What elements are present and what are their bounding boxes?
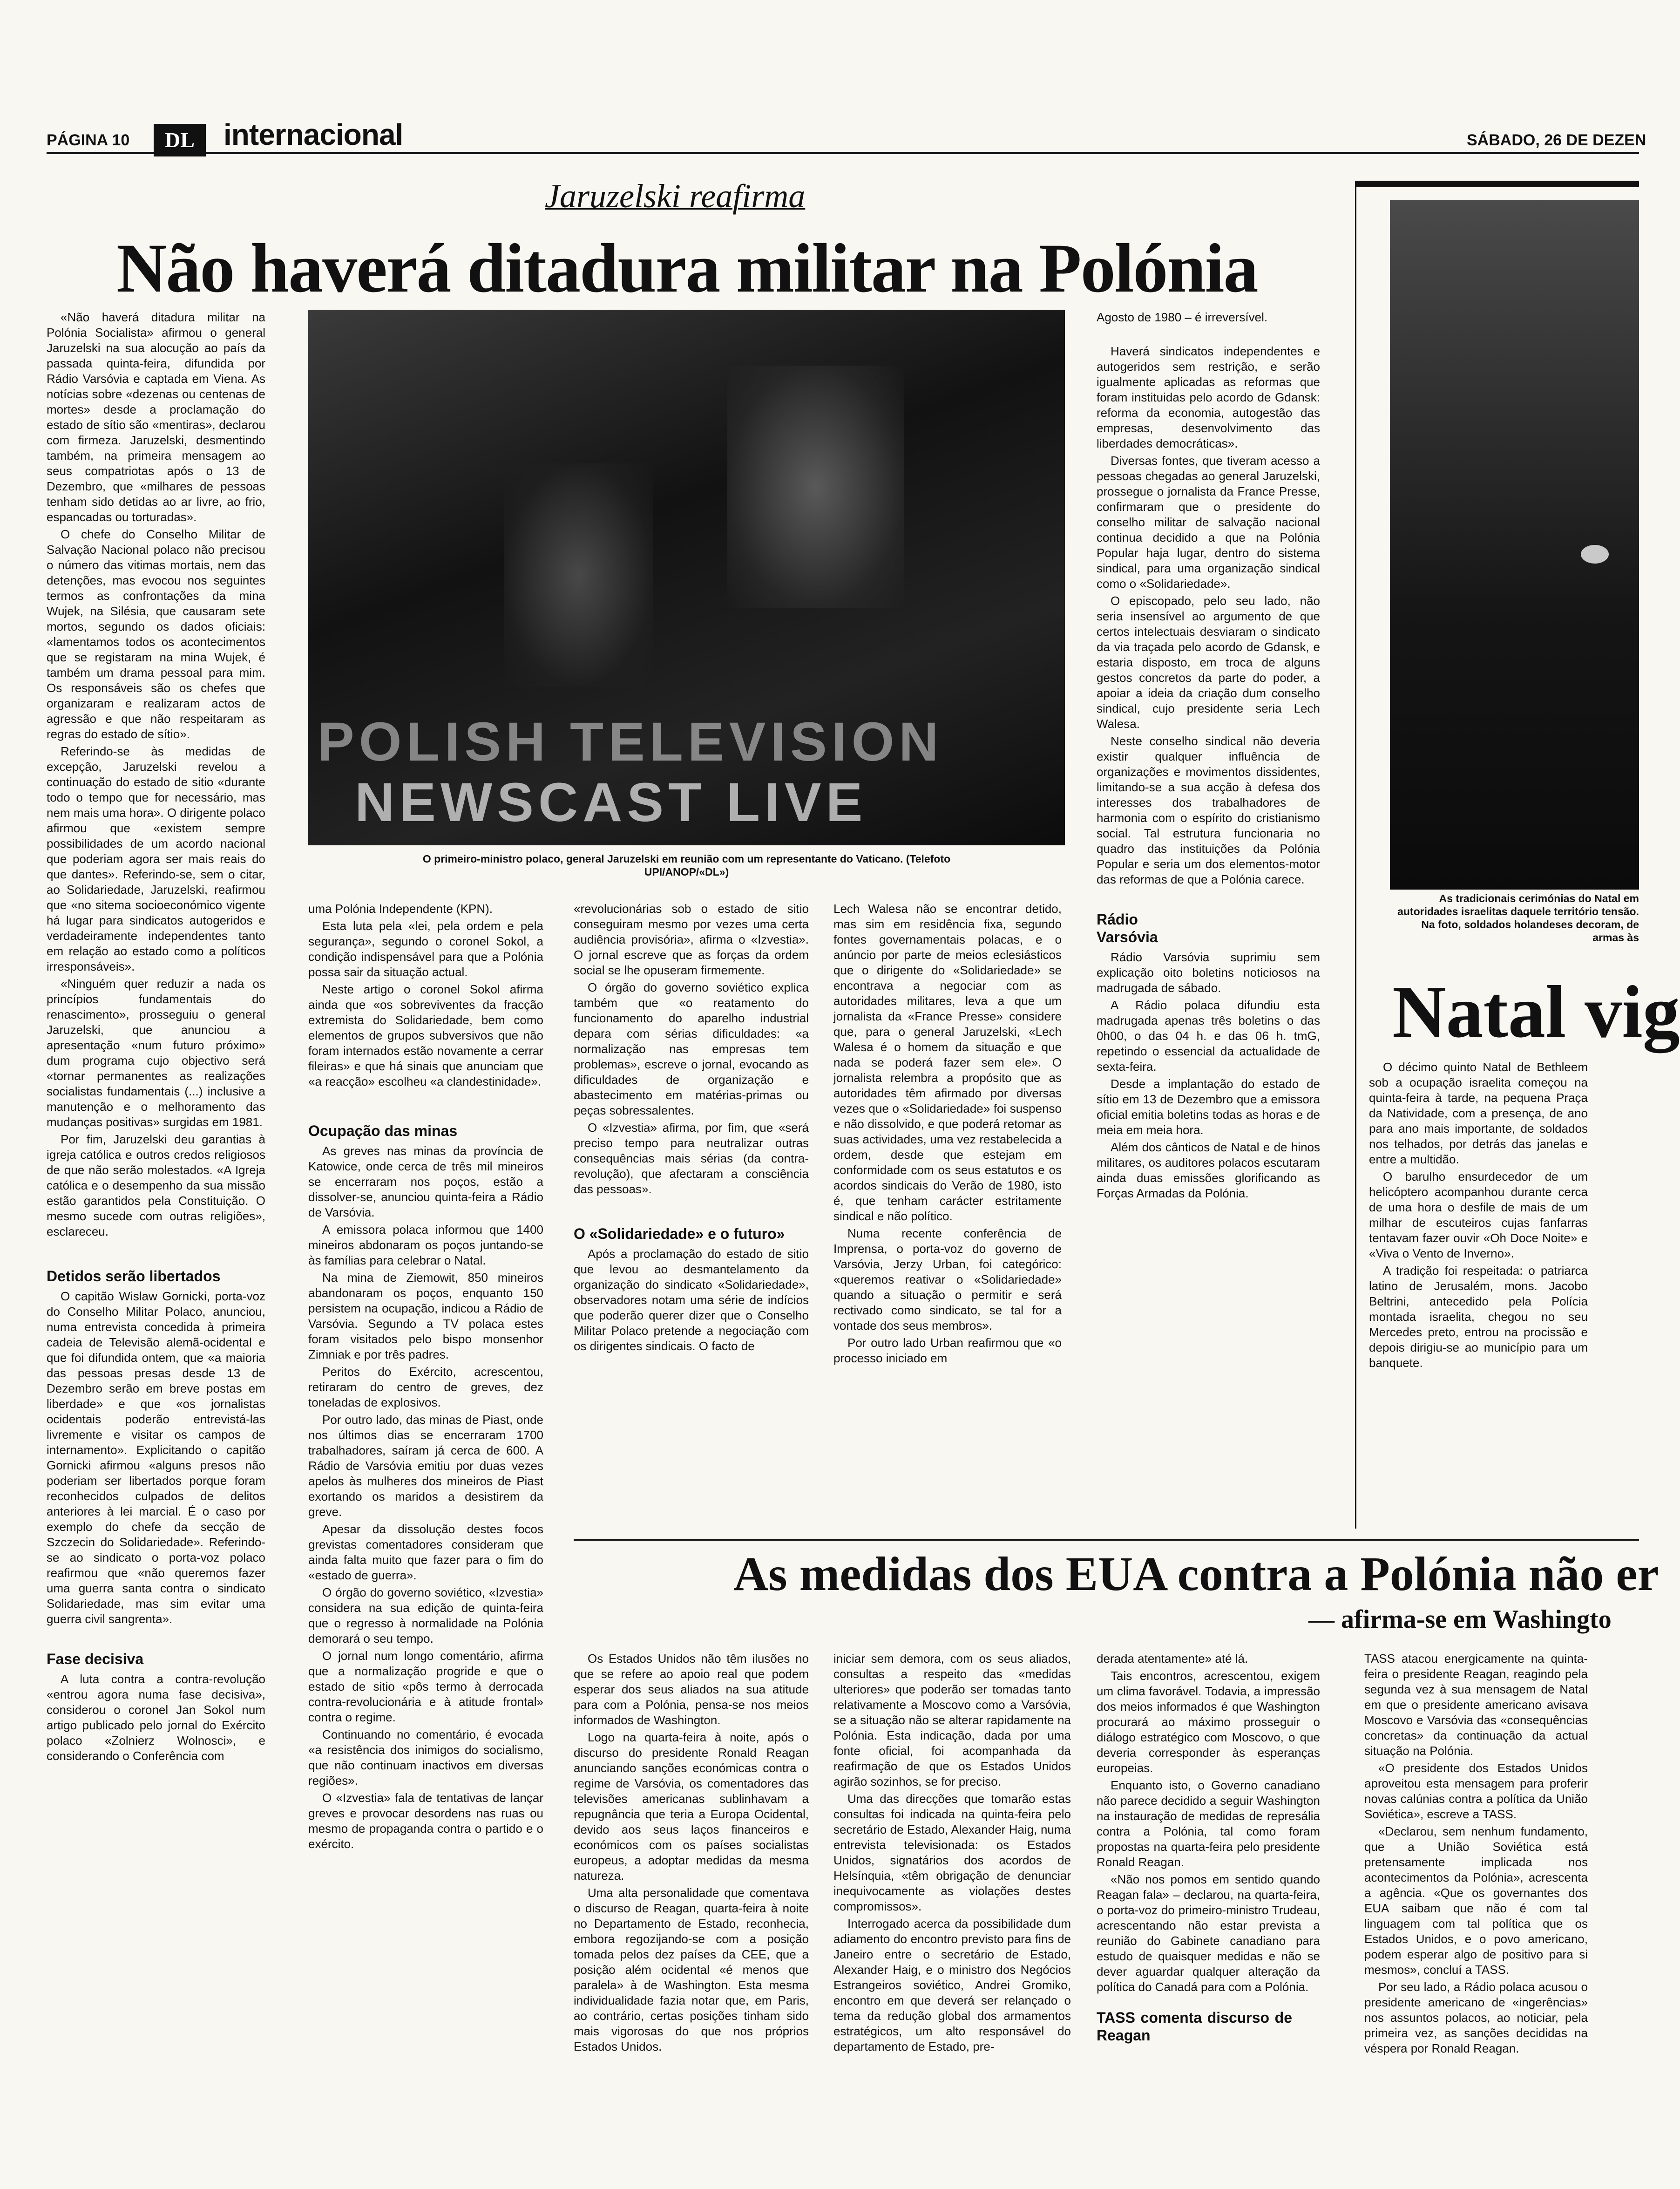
paragraph: Numa recente conferência de Imprensa, o porta-voz do governo de Varsóvia, Jerzy Urban, foi categórico: «queremos reativar o «Solidariedade» quando a situação o permitir e será rectivado como sindicato, se tal for a vontade dos seus membros». bbox=[833, 1226, 1062, 1332]
eua-top-rule bbox=[574, 1539, 1639, 1541]
paragraph: O órgão do governo soviético, «Izvestia» considera na sua edição de quinta-feira que o regresso à normalidade na Polónia demorará o seu tempo. bbox=[308, 1585, 543, 1645]
paragraph: O «Izvestia» fala de tentativas de lançar greves e provocar desordens nas ruas ou mesmo de propaganda contra o partido e o exército. bbox=[308, 1791, 543, 1851]
main-column-1 bbox=[47, 310, 265, 2177]
paragraph: Desde a implantação do estado de sítio em 13 de Dezembro que a emissora oficial emitia boletins todas as horas e de meia em meia hora. bbox=[1097, 1077, 1320, 1137]
paragraph: Por fim, Jaruzelski deu garantias à igreja católica e outros credos religiosos de que não serão molestados. «A Igreja católica e o desempenho da sua missão estão garantidos pela Constituição. O mesmo sucede com outras religiões», esclareceu. bbox=[47, 1132, 265, 1238]
paragraph: iniciar sem demora, com os seus aliados, consultas a respeito das «medidas ulteriores» que poderão ser tomadas tanto relativamente a Moscovo como a Varsóvia, se a situação não se alterar rapidamente na Polónia. Esta indicação, dada por uma fonte oficial, foi acompanhada da reafirmação de que os Estados Unidos agirão sozinhos, se for preciso. bbox=[833, 1652, 1071, 1788]
paragraph: Esta luta pela «lei, pela ordem e pela segurança», segundo o coronel Sokol, a condição indispensável para que a Polónia possa sair da situação actual. bbox=[308, 919, 543, 979]
header-rule bbox=[47, 152, 1639, 154]
natal-caption: As tradicionais cerimónias do Natal em autoridades israelitas daquele território tensão. Na foto, soldados holandeses decoram, de armas às bbox=[1397, 892, 1639, 944]
subheading: Rádio Varsóvia bbox=[1097, 911, 1158, 945]
paragraph: O chefe do Conselho Militar de Salvação Nacional polaco não precisou o número das vitimas mortais, nem das detenções, mas evocou nos seguintes termos as confrontações da mina Wujek, na Silésia, que causaram sete mortos, segundo os dados oficiais: «lamentamos todos os acontecimentos que se registaram na mina Wujek, é também um drama pessoal para mim. Os responsáveis são os chefes que organizaram e realizaram actos de agressão e que não respeitaram as regras do estado de sítio». bbox=[47, 527, 265, 741]
paragraph: Referindo-se às medidas de excepção, Jaruzelski revelou a continuação do estado de sitio «durante todo o tempo que for necessário, mas nem mais uma hora». O dirigente polaco afirmou que «existem sempre possibilidades de um acordo nacional que poderiam agora ser mais reais do que dantes». Referindo-se, sem o citar, ao Solidariedade, Jaruzelski, reafirmou que «no sitema socioeconómico vigente há lugar para sindicatos autogeridos e verdadeiramente independentes tanto em relação ao estado como a políticos irresponsáveis». bbox=[47, 744, 265, 973]
paragraph: Agosto de 1980 – é irreversível. bbox=[1097, 310, 1268, 324]
eua-subhead: — afirma-se em Washingto bbox=[1308, 1605, 1612, 1634]
paragraph: Peritos do Exército, acrescentou, retiraram do centro de greves, dez toneladas de explosivos. bbox=[308, 1365, 543, 1409]
main-column-3 bbox=[574, 901, 809, 1530]
column-divider bbox=[1355, 187, 1356, 1529]
paragraph: Neste artigo o coronel Sokol afirma ainda que «os sobreviventes da fracção extremista do Solidariedade, bem como elementos de grupos subversivos que não foram internados estão novamente a cerrar fileiras» e que há sinais que anunciam que «a reacção» escolheu «a clandestinidade». bbox=[308, 982, 543, 1088]
paragraph: Enquanto isto, o Governo canadiano não parece decidido a seguir Washington na instauração de medidas de represália contra a Polónia, tal como foram propostas na quarta-feira pelo presidente Ronald Reagan. bbox=[1097, 1778, 1320, 1869]
eua-column-2 bbox=[833, 1651, 1071, 2175]
paragraph: uma Polónia Independente (KPN). bbox=[308, 902, 493, 916]
paragraph: Interrogado acerca da possibilidade dum adiamento do encontro previsto para fins de Janeiro entre o secretário de Estado, Alexander Haig, e o ministro dos Negócios Estrangeiros soviético, Andrei Gromiko, encontro em que deverá ser relançado o tema da redução global dos armamentos estratégicos, um alto responsável do departamento de Estado, pre- bbox=[833, 1917, 1071, 2053]
paragraph: As greves nas minas da província de Katowice, onde cerca de três mil mineiros se encerraram nos poços, estão a dissolver-se, anunciou quinta-feira a Rádio de Varsóvia. bbox=[308, 1144, 543, 1219]
paragraph: Os Estados Unidos não têm ilusões no que se refere ao apoio real que podem esperar dos seus aliados na sua atitude para com a Polónia, pensa-se nos meios informados de Washington. bbox=[574, 1652, 809, 1727]
paragraph: Tais encontros, acrescentou, exigem um clima favorável. Todavia, a impressão dos meios informados é que Washington procurará ao máximo prosseguir o diálogo estratégico com Moscovo, o que deveria corresponder às esperanças europeias. bbox=[1097, 1669, 1320, 1775]
photo-light-spot bbox=[1581, 545, 1609, 564]
paragraph: «revolucionárias sob o estado de sitio conseguiram mesmo por vezes uma certa audiência provisória», afirma o «Izvestia». O jornal escreve que as forças da ordem social se lhe opuseram firmemente. bbox=[574, 902, 809, 977]
photo-overlay-text-2: NEWSCAST LIVE bbox=[355, 772, 867, 833]
paragraph: Após a proclamação do estado de sitio que levou ao desmantelamento da organização do sindicato «Solidariedade», observadores notam uma série de indícios que poderão querer dizer que o Conselho Militar Polaco pretende a negociação com os dirigentes sindicais. O facto de bbox=[574, 1247, 809, 1353]
eua-column-3 bbox=[1097, 1651, 1320, 2175]
paragraph: «Ninguém quer reduzir a nada os princípios fundamentais do renascimento», prosseguiu o general Jaruzelski, que anunciou a apresentação «num futuro próximo» dum programa cujo objectivo será «tornar permanentes as realizações socialistas fundamentais (...) inclusive a manutenção e o melhoramento das mudanças positivas» surgidas em 1981. bbox=[47, 977, 265, 1129]
paragraph: Na mina de Ziemowit, 850 mineiros abandonaram os poços, enquanto 150 persistem na ocupação, indicou a Rádio de Varsóvia. Segundo a TV polaca estes foram visitados pelo bispo monsenhor Zimniak e por três padres. bbox=[308, 1271, 543, 1361]
paragraph: derada atentamente» até lá. bbox=[1097, 1652, 1248, 1666]
section-title: internacional bbox=[224, 118, 403, 151]
natal-body bbox=[1369, 1060, 1588, 1525]
photo-overlay-text-1: POLISH TELEVISION bbox=[318, 711, 943, 773]
paragraph: Haverá sindicatos independentes e autogeridos sem restrição, e serão igualmente aplicadas as reformas que foram instituidas pelo acordo de Gdansk: reforma da economia, autogestão das empresas, desenvolvimento das liberdades democráticas». bbox=[1097, 344, 1320, 450]
paragraph: Continuando no comentário, é evocada «a resistência dos inimigos do socialismo, que não continuam inactivos em diversas regiões». bbox=[308, 1727, 543, 1788]
paragraph: O barulho ensurdecedor de um helicóptero acompanhou durante cerca de uma hora o desfile de mais de um milhar de escuteiros cujas fanfarras tentavam fazer ouvir «Oh Doce Noite» e «Viva o Vento de Inverno». bbox=[1369, 1169, 1588, 1260]
natal-headline: Natal vig bbox=[1392, 970, 1680, 1053]
paragraph: O episcopado, pelo seu lado, não seria insensível ao argumento de que certos intelectuais desviaram o sindicato da via traçada pelo acordo de Gdansk, e estaria disposto, em troca de alguns gestos concretos da parte do poder, a apoiar a ideia da criação dum conselho sindical, cujo presidente seria Lech Walesa. bbox=[1097, 594, 1320, 731]
paragraph: Por seu lado, a Rádio polaca acusou o presidente americano de «ingerências» nos assuntos polacos, ao noticiar, pela primeira vez, as sanções decididas na véspera por Ronald Reagan. bbox=[1364, 1980, 1588, 2055]
paragraph: «Não nos pomos em sentido quando Reagan fala» – declarou, na quarta-feira, o porta-voz do primeiro-ministro Trudeau, acrescentando não estar prevista a reunião do Gabinete canadiano para estudo de quaisquer medidas e não se dever aguardar qualquer alteração da política do Canadá para com a Polónia. bbox=[1097, 1872, 1320, 1994]
main-headline: Não haverá ditadura militar na Polónia bbox=[116, 230, 1258, 307]
paragraph: «O presidente dos Estados Unidos aproveitou esta mensagem para proferir novas calúnias contra a política da União Soviética», escreve a TASS. bbox=[1364, 1761, 1588, 1821]
paragraph: Uma das direcções que tomarão estas consultas foi indicada na quinta-feira pelo secretário de Estado, Alexander Haig, numa entrevista televisionada: os Estados Unidos, signatários dos acordos de Helsínquia, «têm obrigação de denunciar inequivocamente as violações destes compromissos». bbox=[833, 1792, 1071, 1913]
subheading: O «Solidariedade» e o futuro» bbox=[574, 1225, 785, 1242]
subheading: Ocupação das minas bbox=[308, 1122, 458, 1139]
page-number: PÁGINA 10 bbox=[47, 131, 130, 149]
main-column-4 bbox=[833, 901, 1062, 1530]
paragraph: Por outro lado Urban reafirmou que «o processo iniciado em bbox=[833, 1336, 1062, 1365]
eua-column-4 bbox=[1364, 1651, 1588, 2175]
natal-photo bbox=[1390, 200, 1639, 890]
kicker: Jaruzelski reafirma bbox=[545, 177, 806, 215]
paragraph: Uma alta personalidade que comentava o discurso de Reagan, quarta-feira à noite no Departamento de Estado, reconhecia, embora regozijando-se com a posição tomada pelos dez países da CEE, que a posição além ocidental «é menos que paralela» à de Washington. Esta mesma individualidade fazia notar que, em Paris, ao contrário, certas posições tinham sido mais vigorosas do que nos próprios Estados Unidos. bbox=[574, 1886, 809, 2053]
photo-caption-line1: O primeiro-ministro polaco, general Jaruzelski em reunião com um representante do Vaticano. (Telefoto bbox=[422, 853, 951, 865]
paragraph: O capitão Wislaw Gornicki, porta-voz do Conselho Militar Polaco, anunciou, numa entrevista concedida à primeira cadeia de Televisão alemã-ocidental e que foi difundida ontem, que «a maioria das pessoas presas desde 13 de Dezembro serão em breve postas em liberdade» e que «os jornalistas ocidentais poderão entrevistá-las livremente e visitar os campos de internamento». Explicitando o capitão Gornicki afirmou «alguns presos não poderiam ser libertados porque foram reconhecidos culpados de delitos anteriores à lei marcial. É o caso por exemplo do chefe da secção de Szczecin do Solidariedade». Referindo-se ao sindicato o porta-voz polaco reafirmou que «não queremos fazer uma guerra santa contra o sindicato Solidariedade, mas sim evitar uma guerra civil sangrenta». bbox=[47, 1289, 265, 1626]
paragraph: «Não haverá ditadura militar na Polónia Socialista» afirmou o general Jaruzelski na sua alocução ao país da passada quinta-feira, difundida por Rádio Varsóvia e captada em Viena. As notícias sobre «dezenas ou centenas de mortes» desde a proclamação do estado de sítio são «mentiras», declarou com firmeza. Jaruzelski, desmentindo também, na primeira mensagem ao seus compatriotas após o 13 de Dezembro, que «milhares de pessoas tenham sido detidas ao ar livre, ao frio, espancadas ou torturadas». bbox=[47, 310, 265, 524]
paragraph: «Declarou, sem nenhum fundamento, que a União Soviética está pretensamente implicada nos acontecimentos da Polónia», acrescenta a agência. «Que os governantes dos EUA saibam que não é com tal linguagem com tal política que os Estados Unidos, e o povo americano, podem esperar algo de positivo para si mesmos», concluí a TASS. bbox=[1364, 1824, 1588, 1977]
paragraph: A Rádio polaca difundiu esta madrugada apenas três boletins o das 0h00, o das 04 h. e das 06 h. tmG, repetindo o essencial da actualidade de sexta-feira. bbox=[1097, 998, 1320, 1074]
paragraph: A luta contra a contra-revolução «entrou agora numa fase decisiva», considerou o coronel Jan Sokol num artigo publicado pelo jornal do Exército polaco «Zolnierz Wolnosci», e considerando o Conferência com bbox=[47, 1672, 265, 1763]
photo-figure bbox=[504, 463, 653, 687]
paragraph: O órgão do governo soviético explica também que «o reatamento do funcionamento do aparelho industrial depara com sérias dificuldades: «a normalização nas empresas tem problemas», escreve o jornal, evocando as dificuldades de organização e abastecimento em matérias-primas ou peças sobressalentes. bbox=[574, 980, 809, 1117]
jaruzelski-photo bbox=[308, 310, 1065, 845]
paragraph: Por outro lado, das minas de Piast, onde nos últimos dias se encerraram 1700 trabalhadores, saíram já cerca de 600. A Rádio de Varsóvia emitiu por duas vezes apelos às mulheres dos mineiros de Piast exortando os maridos a desistirem da greve. bbox=[308, 1413, 543, 1519]
paragraph: O «Izvestia» afirma, por fim, que «será preciso tempo para neutralizar outras consequências mais sérias (da contra-revolução), que afectaram a consciência das pessoas». bbox=[574, 1121, 809, 1196]
paragraph: Logo na quarta-feira à noite, após o discurso do presidente Ronald Reagan anunciando sanções económicas contra o regime de Varsóvia, os comentadores das televisões americanas sublinhavam a repugnância que teria a Europa Ocidental, devido aos seus laços financeiros e económicos com os países socialistas europeus, a adoptar medidas da mesma natureza. bbox=[574, 1730, 809, 1883]
main-column-5 bbox=[1097, 310, 1320, 1530]
paragraph: Além dos cânticos de Natal e de hinos militares, os auditores polacos escutaram ainda duas emissões glorificando as Forças Armadas da Polónia. bbox=[1097, 1140, 1320, 1200]
eua-column-1 bbox=[574, 1651, 809, 2175]
main-column-2 bbox=[308, 901, 543, 2177]
photo-caption bbox=[308, 852, 1065, 878]
page-date: SÁBADO, 26 DE DEZEN bbox=[1467, 131, 1646, 149]
subheading: Fase decisiva bbox=[47, 1651, 144, 1667]
paragraph: A tradição foi respeitada: o patriarca latino de Jerusalém, mons. Jacobo Beltrini, antecedido pela Polícia montada israelita, chegou no seu Mercedes preto, entrou na procissão e depois dirigiu-se ao município para um banquete. bbox=[1369, 1264, 1588, 1370]
photo-caption-line2: UPI/ANOP/«DL») bbox=[644, 866, 729, 878]
paragraph: TASS atacou energicamente na quinta-feira o presidente Reagan, reagindo pela segunda vez à sua mensagem de Natal em que o presidente americano avisava Moscovo e Varsóvia das «consequências concretas» da continuação da actual situação na Polónia. bbox=[1364, 1652, 1588, 1758]
photo-highlight bbox=[727, 366, 904, 608]
newspaper-logo: DL bbox=[154, 124, 206, 156]
subheading: TASS comenta discurso de Reagan bbox=[1097, 2009, 1292, 2044]
natal-top-rule bbox=[1355, 181, 1639, 187]
paragraph: O décimo quinto Natal de Bethleem sob a ocupação israelita começou na quinta-feira à tarde, na pequena Praça da Natividade, com a presença, de ano para ano mais importante, de soldados nos telhados, por detrás das janelas e entre a multidão. bbox=[1369, 1060, 1588, 1166]
paragraph: Neste conselho sindical não deveria existir qualquer influência de organizações e movimentos dissidentes, limitando-se a sua acção à defesa dos interesses dos trabalhadores de harmonia com o espírito do cristianismo social. Tal estrutura funcionaria no quadro das instituições da Polónia Popular e seria um dos elementos-motor das reformas de que a Polónia carece. bbox=[1097, 734, 1320, 886]
paragraph: Rádio Varsóvia suprimiu sem explicação oito boletins noticiosos na madrugada de sábado. bbox=[1097, 950, 1320, 995]
eua-headline: As medidas dos EUA contra a Polónia não er bbox=[733, 1547, 1659, 1601]
subheading: Detidos serão libertados bbox=[47, 1268, 221, 1285]
paragraph: Lech Walesa não se encontrar detido, mas sim em residência fixa, segundo fontes governamentais polacas, e o anúncio por parte de meios eclesiásticos que o dirigente do «Solidariedade» se encontrava a negociar com as autoridades militares, leva a que um jornalista da «France Presse» considere que, para o general Jaruzelski, «Lech Walesa é o homem da situação e que nada se poderá fazer sem ele». O jornalista relembra a propósito que as autoridades têm afirmado por diversas vezes que o «Solidariedade» foi suspenso e não dissolvido, e que poderá retomar as suas actividades, uma vez restabelecida a ordem, desde que estejam em conformidade com os seus estatutos e os acordos sindicais do Verão de 1980, isto é, que tenham carácter estritamente sindical e não político. bbox=[833, 902, 1062, 1223]
paragraph: O jornal num longo comentário, afirma que a normalização progride e que o estado de sitio «pôs termo à derrocada contra-revolucionária e à atitude frontal» contra o regime. bbox=[308, 1649, 543, 1724]
paragraph: Apesar da dissolução destes focos grevistas comentadores consideram que ainda falta muito que fazer para o fim do «estado de guerra». bbox=[308, 1522, 543, 1582]
paragraph: Diversas fontes, que tiveram acesso a pessoas chegadas ao general Jaruzelski, prossegue o jornalista da France Presse, confirmaram que o presidente do conselho militar de salvação nacional continua decidido a que na Polónia Popular haja lugar, dentro do sistema sindical, para uma organização sindical como o «Solidariedade». bbox=[1097, 454, 1320, 591]
paragraph: A emissora polaca informou que 1400 mineiros abdonaram os poços juntando-se às famílias para celebrar o Natal. bbox=[308, 1223, 543, 1267]
